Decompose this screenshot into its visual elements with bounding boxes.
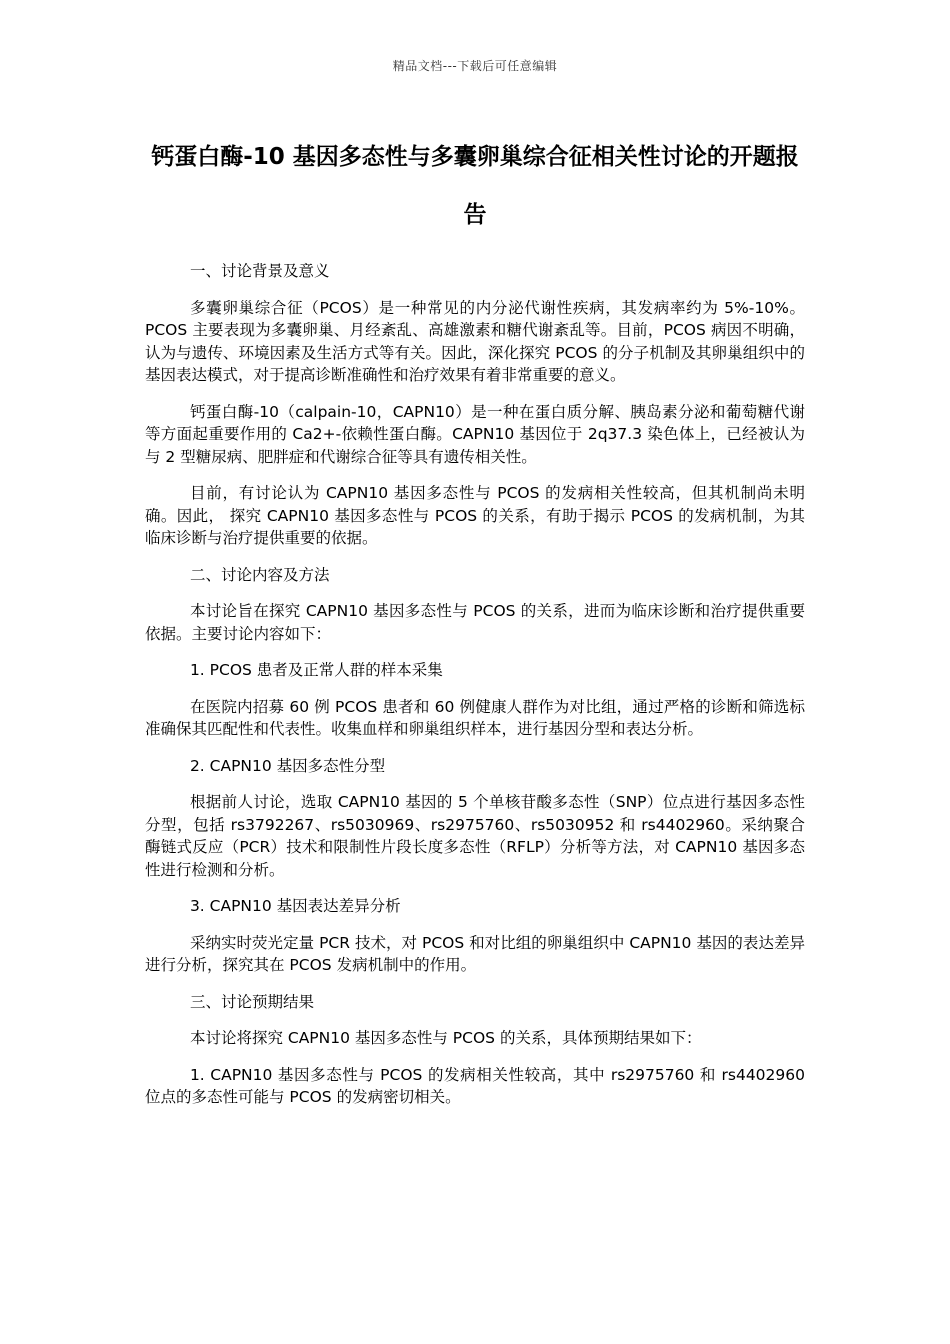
document-body xyxy=(145,260,805,1123)
header-note: 精品文档---下载后可任意编辑 xyxy=(392,59,558,73)
paragraph-methods-intro: 本讨论旨在探究 CAPN10 基因多态性与 PCOS 的关系，进而为临床诊断和治疗提供重要依据。主要讨论内容如下： xyxy=(145,602,805,643)
paragraph-capn10-intro: 钙蛋白酶-10（calpain-10，CAPN10）是一种在蛋白质分解、胰岛素分泌和葡萄糖代谢等方面起重要作用的 Ca2+-依赖性蛋白酶。CAPN10 基因位于 2q37.3 染色体上，已经被认为与 2 型糖尿病、肥胖症和代谢综合征等具有遗传相关性。 xyxy=(145,402,805,466)
paragraph-expected-result-1: 1. CAPN10 基因多态性与 PCOS 的发病相关性较高，其中 rs2975760 和 rs4402960 位点的多态性可能与 PCOS 的发病密切相关。 xyxy=(145,1065,805,1106)
subheading-sample-collection: 1. PCOS 患者及正常人群的样本采集 xyxy=(189,661,443,679)
section-heading-expected-results: 三、讨论预期结果 xyxy=(189,992,314,1011)
section-heading-background: 一、讨论背景及意义 xyxy=(189,262,330,280)
paragraph-expression-analysis: 采纳实时荧光定量 PCR 技术，对 PCOS 和对比组的卵巢组织中 CAPN10 基因的表达差异进行分析，探究其在 PCOS 发病机制中的作用。 xyxy=(145,933,805,974)
paragraph-research-significance: 目前，有讨论认为 CAPN10 基因多态性与 PCOS 的发病相关性较高，但其机制尚未明确。因此， 探究 CAPN10 基因多态性与 PCOS 的关系，有助于揭示 PCOS 的发病机制，为其临床诊断与治疗提供重要的依据。 xyxy=(145,484,805,547)
paragraph-pcos-intro: 多囊卵巢综合征（PCOS）是一种常见的内分泌代谢性疾病，其发病率约为 5%-10%。PCOS 主要表现为多囊卵巢、月经紊乱、高雄激素和糖代谢紊乱等。目前，PCOS 病因不明确，认为与遗传、环境因素及生活方式等有关。因此，深化探究 PCOS 的分子机制及其卵巢组织中的基因表达模式，对于提高诊断准确性和治疗效果有着非常重要的意义。 xyxy=(145,298,805,384)
paragraph-genotyping: 根据前人讨论，选取 CAPN10 基因的 5 个单核苷酸多态性（SNP）位点进行基因多态性分型，包括 rs3792267、rs5030969、rs2975760、rs5030952 和 rs4402960。采纳聚合酶链式反应（PCR）技术和限制性片段长度多态性（RFLP）分析等方法，对 CAPN10 基因多态性进行检测和分析。 xyxy=(145,793,805,879)
section-heading-methods: 二、讨论内容及方法 xyxy=(189,565,330,584)
subheading-genotyping: 2. CAPN10 基因多态性分型 xyxy=(189,756,386,775)
paragraph-sample-collection: 在医院内招募 60 例 PCOS 患者和 60 例健康人群作为对比组，通过严格的诊断和筛选标准确保其匹配性和代表性。收集血样和卵巢组织样本，进行基因分型和表达分析。 xyxy=(145,697,805,738)
document-title: 钙蛋白酶-10 基因多态性与多囊卵巢综合征相关性讨论的开题报告 xyxy=(151,144,799,228)
paragraph-expected-intro: 本讨论将探究 CAPN10 基因多态性与 PCOS 的关系，具体预期结果如下： xyxy=(189,1029,702,1047)
subheading-expression-analysis: 3. CAPN10 基因表达差异分析 xyxy=(189,897,401,915)
